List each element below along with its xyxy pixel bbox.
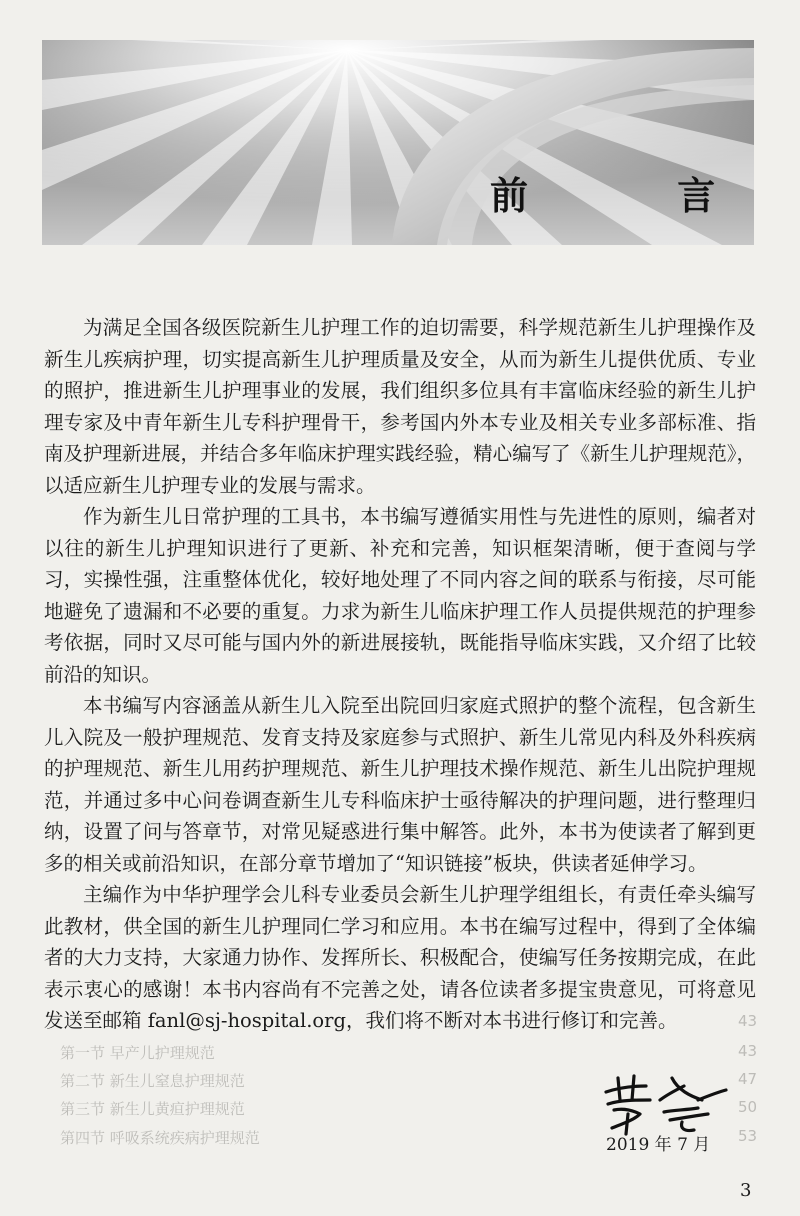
paragraph: 本书编写内容涵盖从新生儿入院至出院回归家庭式照护的整个流程，包含新生儿入院及一般护理规范、发育支持及家庭参与式照护、新生儿常见内科及外科疾病的护理规范、新生儿用药护理规范、新生儿护理技术操作规范、新生儿出院护理规范，并通过多中心问卷调查新生儿专科临床护士亟待解决的护理问题，进行整理归纳，设置了问与答章节，对常见疑惑进行集中解答。此外，本书为使读者了解到更多的相关或前沿知识，在部分章节增加了“知识链接”板块，供读者延伸学习。	[44, 694, 756, 875]
bleed-through-text: 53	[738, 1127, 758, 1145]
bleed-through-text: 第三节 新生儿黄疸护理规范	[60, 1100, 245, 1118]
bleed-through-text: 43	[738, 1042, 758, 1060]
handwritten-signature	[598, 1070, 730, 1136]
paragraph: 主编作为中华护理学会儿科专业委员会新生儿护理学组组长，有责任牵头编写此教材，供全国的新生儿护理同仁学习和应用。本书在编写过程中，得到了全体编者的大力支持，大家通力协作、发挥所长、积极配合，使编写任务按期完成，在此表示衷心的感谢！本书内容尚有不完善之处，请各位读者多提宝贵意见，可将意见发送至邮箱 fanl@sj-hospital.org，我们将不断对本书进行修订和完善。	[44, 883, 756, 1032]
paragraph: 为满足全国各级医院新生儿护理工作的迫切需要，科学规范新生儿护理操作及新生儿疾病护理，切实提高新生儿护理质量及安全，从而为新生儿提供优质、专业的照护，推进新生儿护理事业的发展，我们组织多位具有丰富临床经验的新生儿护理专家及中青年新生儿专科护理骨干，参考国内外本专业及相关专业多部标准、指南及护理新进展，并结合多年临床护理实践经验，精心编写了《新生儿护理规范》，以适应新生儿护理专业的发展与需求。	[44, 316, 756, 497]
preface-body	[44, 312, 756, 1037]
page-number: 3	[740, 1180, 752, 1201]
bleed-through-text: 50	[738, 1098, 758, 1116]
bleed-through-text: 43	[738, 1012, 758, 1030]
page-title: 前 言	[490, 174, 784, 218]
bleed-through-text: 47	[738, 1070, 758, 1088]
bleed-through-text: 第一节 早产儿护理规范	[60, 1044, 215, 1062]
bleed-through-text: 第四节 呼吸系统疾病护理规范	[60, 1129, 260, 1147]
bleed-through-text: 第二节 新生儿窒息护理规范	[60, 1072, 245, 1090]
signature-date: 2019 年 7 月	[606, 1135, 711, 1155]
paragraph: 作为新生儿日常护理的工具书，本书编写遵循实用性与先进性的原则，编者对以往的新生儿护理知识进行了更新、补充和完善，知识框架清晰，便于查阅与学习，实操性强，注重整体优化，较好地处理了不同内容之间的联系与衔接，尽可能地避免了遗漏和不必要的重复。力求为新生儿临床护理工作人员提供规范的护理参考依据，同时又尽可能与国内外的新进展接轨，既能指导临床实践，又介绍了比较前沿的知识。	[44, 505, 756, 686]
